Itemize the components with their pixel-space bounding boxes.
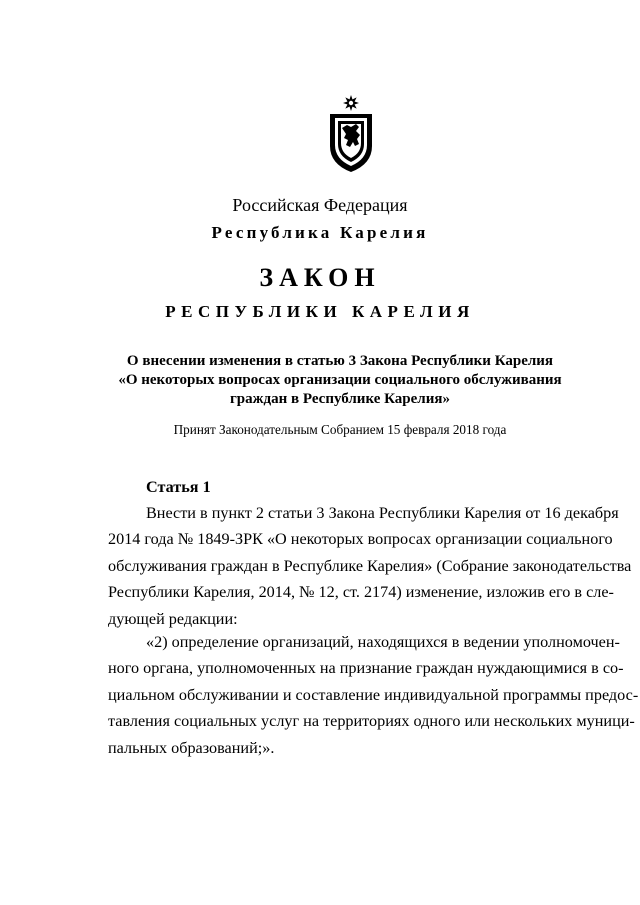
country-name: Российская Федерация bbox=[232, 195, 408, 215]
adoption-note: Принят Законодательным Собранием 15 февраля 2018 года bbox=[173, 422, 507, 437]
document-type: ЗАКОН bbox=[259, 263, 381, 292]
paragraph-line: «2) определение организаций, находящихся в ведении уполномочен- bbox=[146, 633, 620, 651]
paragraph-line: тавления социальных услуг на территориях одного или нескольких муници- bbox=[108, 712, 635, 731]
coat-of-arms-icon bbox=[326, 94, 376, 174]
document-subtype: РЕСПУБЛИКИ КАРЕЛИЯ bbox=[165, 302, 475, 321]
paragraph-line: пальных образований;». bbox=[108, 738, 275, 757]
article-heading: Статья 1 bbox=[146, 478, 211, 496]
law-title-line: граждан в Республике Карелия» bbox=[230, 391, 450, 407]
paragraph-line: обслуживания граждан в Республике Карелия» (Собрание законодательства bbox=[108, 556, 632, 575]
article-paragraph-1 bbox=[108, 500, 632, 632]
star-icon bbox=[340, 94, 363, 114]
article-paragraph-2 bbox=[108, 629, 639, 761]
paragraph-line: дующей редакции: bbox=[108, 609, 238, 628]
law-title-line: О внесении изменения в статью 3 Закона Республики Карелия bbox=[126, 353, 554, 369]
paragraph-line: ного органа, уполномоченных на признание граждан нуждающимися в со- bbox=[108, 659, 624, 678]
republic-name: Республика Карелия bbox=[211, 223, 429, 242]
paragraph-line: 2014 года № 1849-ЗРК «О некоторых вопросах организации социального bbox=[108, 530, 613, 549]
law-title bbox=[90, 352, 590, 409]
paragraph-line: Внести в пункт 2 статьи 3 Закона Республики Карелия от 16 декабря bbox=[146, 504, 619, 522]
paragraph-line: Республики Карелия, 2014, № 12, ст. 2174) изменение, изложив его в сле- bbox=[108, 583, 614, 602]
paragraph-line: циальном обслуживании и составление индивидуальной программы предос- bbox=[108, 685, 639, 704]
law-title-line: «О некоторых вопросах организации социального обслуживания bbox=[118, 372, 562, 388]
